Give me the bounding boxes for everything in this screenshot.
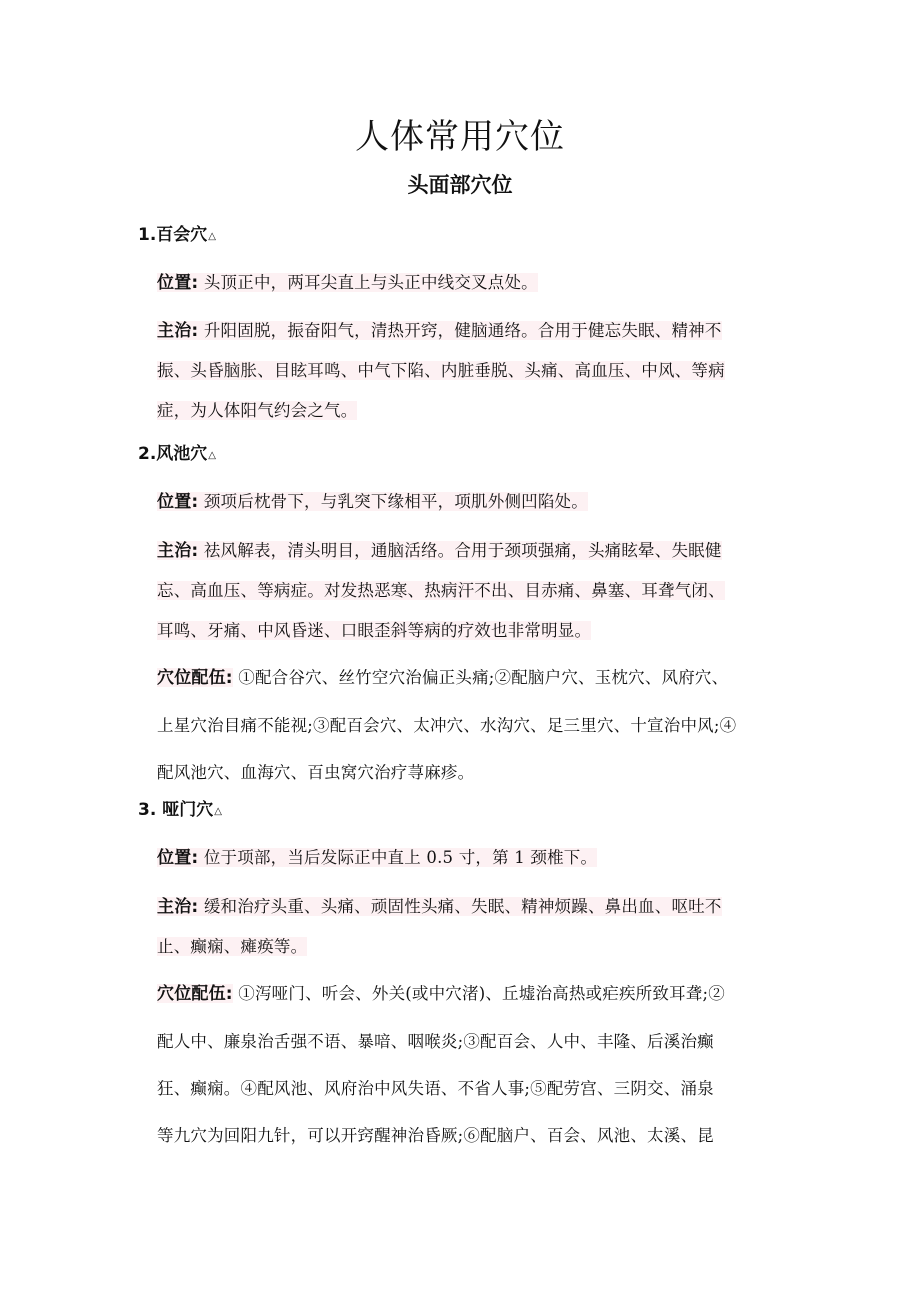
- indication-paragraph: [157, 531, 783, 651]
- pairing-line: 配人中、廉泉治舌强不语、暴喑、咽喉炎;③配百会、人中、丰隆、后溪治癫: [157, 1032, 714, 1051]
- position-paragraph: [157, 838, 783, 878]
- acupoint-heading-text: 2.风池穴: [138, 444, 208, 464]
- indication-line: 耳鸣、牙痛、中风昏迷、口眼歪斜等病的疗效也非常明显。: [157, 621, 592, 640]
- indication-label: 主治:: [157, 541, 199, 561]
- pairing-line: 狂、癫痫。④配风池、风府治中风失语、不省人事;⑤配劳宫、三阴交、涌泉: [157, 1079, 714, 1098]
- position-text: 颈项后枕骨下，与乳突下缘相平，项肌外侧凹陷处。: [203, 492, 588, 511]
- acupoint-heading-text: 1.百会穴: [138, 225, 208, 245]
- pairing-line: ①配合谷穴、丝竹空穴治偏正头痛;②配脑户穴、玉枕穴、风府穴、: [238, 668, 729, 687]
- pairing-line: 上星穴治目痛不能视;③配百会穴、太冲穴、水沟穴、足三里穴、十宣治中风;④: [157, 716, 737, 735]
- acupoint-heading: [138, 797, 222, 825]
- triangle-mark-icon: △: [208, 231, 216, 242]
- indication-line: 缓和治疗头重、头痛、顽固性头痛、失眠、精神烦躁、鼻出血、呕吐不: [203, 897, 722, 916]
- pairing-line: 等九穴为回阳九针，可以开窍醒神治昏厥;⑥配脑户、百会、风池、太溪、昆: [157, 1126, 714, 1145]
- indication-paragraph: [157, 311, 783, 431]
- indication-line: 止、癫痫、瘫痪等。: [157, 937, 308, 956]
- pairing-line: 配风池穴、血海穴、百虫窝穴治疗荨麻疹。: [157, 763, 475, 782]
- document-title: 人体常用穴位: [355, 117, 565, 157]
- position-text: 位于项部，当后发际正中直上 0.5 寸，第 1 颈椎下。: [203, 848, 598, 867]
- position-paragraph: [157, 263, 783, 303]
- pairing-paragraph: [157, 654, 783, 796]
- indication-label: 主治:: [157, 897, 199, 917]
- acupoint-heading-text: 3. 哑门穴: [138, 800, 214, 820]
- section-subtitle: 头面部穴位: [407, 173, 513, 197]
- position-text: 头顶正中，两耳尖直上与头正中线交叉点处。: [203, 273, 538, 292]
- pairing-label: 穴位配伍:: [157, 984, 233, 1004]
- indication-label: 主治:: [157, 321, 199, 341]
- pairing-paragraph: [157, 970, 783, 1159]
- acupoint-heading: [138, 222, 216, 250]
- position-label: 位置:: [157, 848, 199, 868]
- indication-line: 升阳固脱，振奋阳气，清热开窍，健脑通络。合用于健忘失眠、精神不: [203, 321, 722, 340]
- position-paragraph: [157, 482, 783, 522]
- triangle-mark-icon: △: [214, 806, 222, 817]
- position-label: 位置:: [157, 273, 199, 293]
- indication-line: 祛风解表，清头明目，通脑活络。合用于颈项强痛，头痛眩晕、失眠健: [203, 541, 722, 560]
- triangle-mark-icon: △: [208, 450, 216, 461]
- indication-line: 症，为人体阳气约会之气。: [157, 401, 358, 420]
- indication-line: 振、头昏脑胀、目眩耳鸣、中气下陷、内脏垂脱、头痛、高血压、中风、等病: [157, 361, 725, 380]
- indication-line: 忘、高血压、等病症。对发热恶寒、热病汗不出、目赤痛、鼻塞、耳聋气闭、: [157, 581, 725, 600]
- indication-paragraph: [157, 887, 783, 967]
- pairing-label: 穴位配伍:: [157, 668, 233, 688]
- pairing-line: ①泻哑门、听会、外关(或中穴渚)、丘墟治高热或疟疾所致耳聋;②: [238, 984, 725, 1003]
- acupoint-heading: [138, 441, 216, 469]
- position-label: 位置:: [157, 492, 199, 512]
